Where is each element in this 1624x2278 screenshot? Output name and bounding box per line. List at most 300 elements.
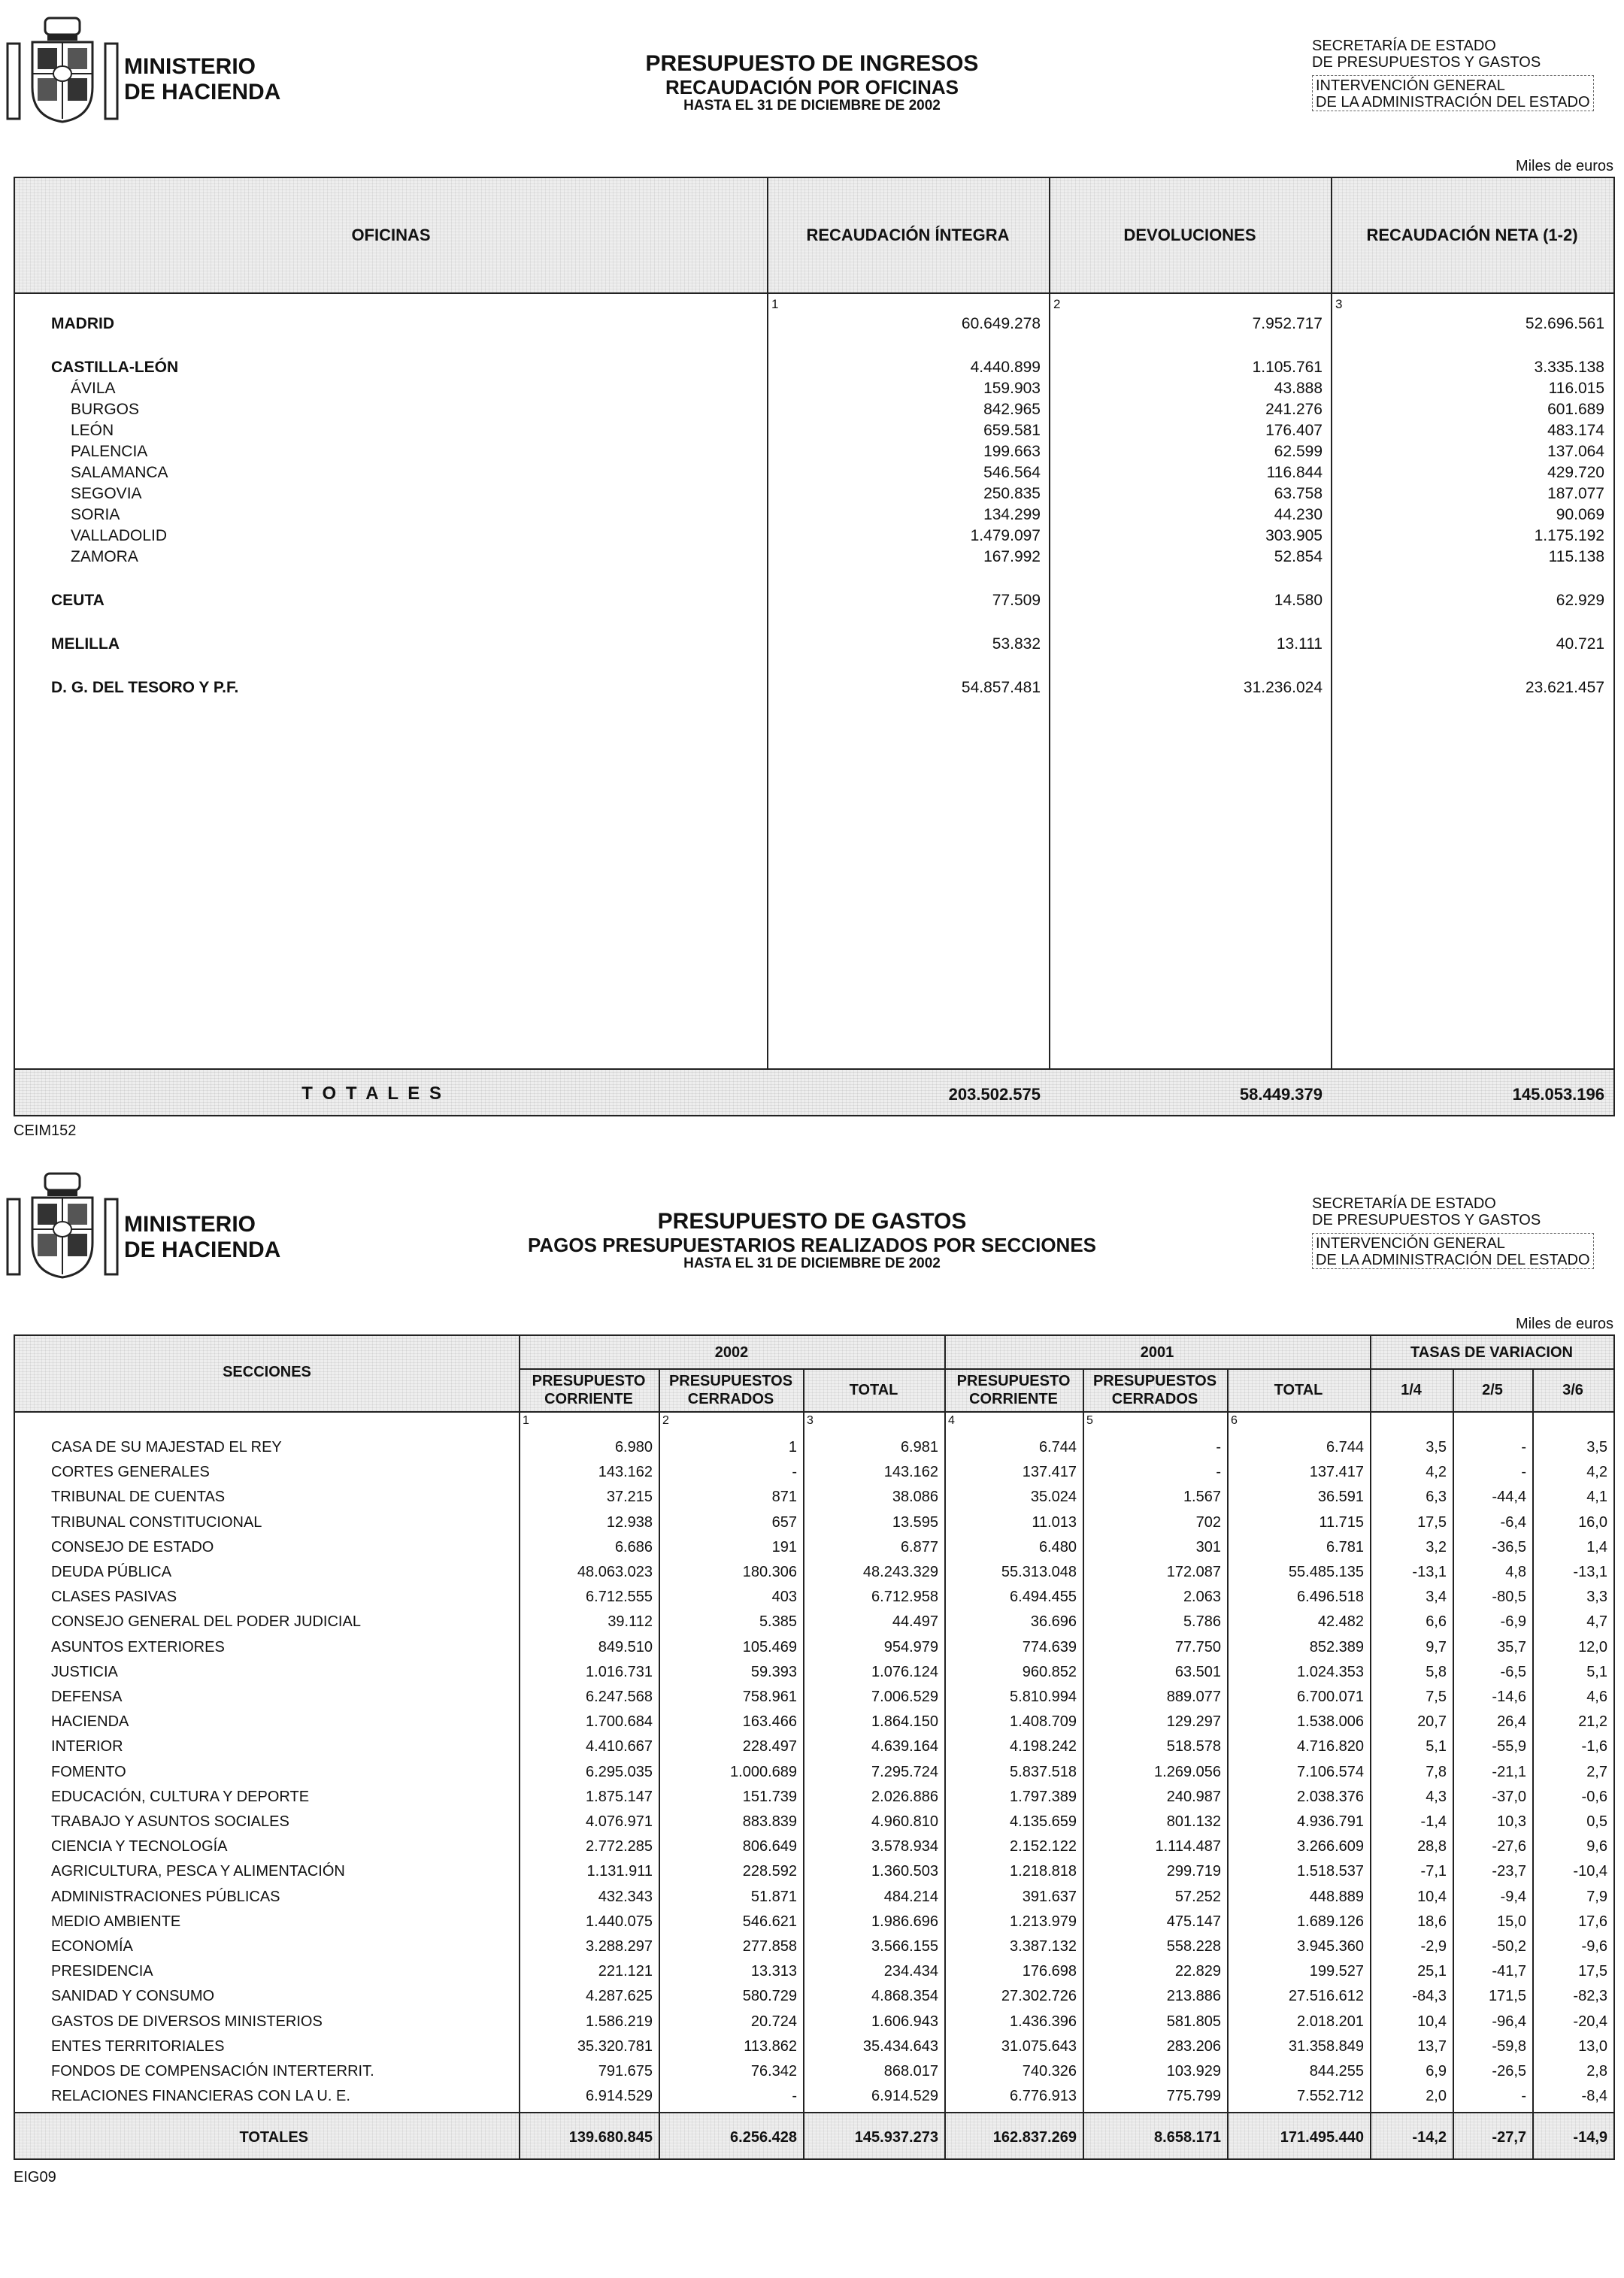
ministry-line: MINISTERIO — [124, 1212, 256, 1237]
section-value: 3.387.132 — [1010, 1938, 1077, 1955]
section-value: 1.016.731 — [586, 1663, 653, 1680]
section-value: - — [1216, 1464, 1221, 1481]
section-value: 581.805 — [1166, 2013, 1221, 2030]
section-value: 1.875.147 — [586, 1788, 653, 1805]
section-value: 1.076.124 — [871, 1663, 938, 1680]
section-value: 13.595 — [892, 1513, 938, 1531]
page-title — [451, 1209, 1173, 1272]
section-value: 11.715 — [1319, 1513, 1364, 1531]
section-value: 1.606.943 — [871, 2013, 938, 2030]
form-code: EIG09 — [14, 2169, 56, 2186]
office-value: 60.649.278 — [961, 315, 1041, 332]
section-value: -80,5 — [1492, 1589, 1526, 1606]
section-value: 775.799 — [1166, 2088, 1221, 2105]
section-value: 176.698 — [1022, 1963, 1077, 1980]
secretaria-block — [1312, 38, 1594, 111]
page-title — [526, 51, 1098, 114]
section-value: 20,7 — [1417, 1713, 1447, 1731]
section-value: 868.017 — [883, 2063, 938, 2080]
intervencion-line: INTERVENCIÓN GENERAL — [1316, 1235, 1505, 1252]
section-value: 558.228 — [1166, 1938, 1221, 1955]
section-value: 883.839 — [742, 1813, 797, 1830]
section-value: 6.981 — [900, 1439, 938, 1456]
office-value: 54.857.481 — [961, 679, 1041, 696]
section-value: -27,6 — [1492, 1838, 1526, 1855]
office-value: 62.929 — [1556, 592, 1604, 609]
section-value: 103.929 — [1166, 2063, 1221, 2080]
section-value: 57.252 — [1174, 1888, 1221, 1905]
office-name: ZAMORA — [71, 548, 138, 565]
section-value: 221.121 — [598, 1963, 653, 1980]
office-name: MELILLA — [51, 635, 120, 653]
office-value: 546.564 — [983, 464, 1041, 481]
column-number: 2 — [662, 1414, 669, 1427]
section-value: - — [1521, 1439, 1526, 1456]
intervencion-line: DE LA ADMINISTRACIÓN DEL ESTADO — [1316, 1252, 1590, 1268]
section-value: 1,4 — [1586, 1538, 1607, 1556]
column-number: 4 — [948, 1414, 955, 1427]
section-value: 4.868.354 — [871, 1988, 938, 2005]
section-value: 954.979 — [883, 1638, 938, 1655]
total-value: 145.937.273 — [854, 2129, 938, 2146]
ministry-line: DE HACIENDA — [124, 80, 281, 105]
office-value: 116.844 — [1266, 464, 1323, 481]
section-name: AGRICULTURA, PESCA Y ALIMENTACIÓN — [51, 1863, 345, 1880]
section-value: 31.075.643 — [1001, 2037, 1077, 2055]
section-name: GASTOS DE DIVERSOS MINISTERIOS — [51, 2013, 323, 2030]
section-value: 2,0 — [1426, 2088, 1447, 2105]
section-name: CONSEJO DE ESTADO — [51, 1538, 214, 1556]
section-value: 484.214 — [883, 1888, 938, 1905]
office-name: ÁVILA — [71, 380, 116, 397]
office-name: VALLADOLID — [71, 527, 167, 544]
section-value: 0,5 — [1586, 1813, 1607, 1830]
header-year-2002: 2002 — [714, 1344, 749, 1361]
section-value: 702 — [1195, 1513, 1221, 1531]
section-value: 129.297 — [1166, 1713, 1221, 1731]
office-value: 429.720 — [1547, 464, 1604, 481]
office-value: 14.580 — [1274, 592, 1323, 609]
section-value: 6.744 — [1326, 1439, 1364, 1456]
section-value: 35.434.643 — [862, 2037, 938, 2055]
section-value: 806.649 — [742, 1838, 797, 1855]
section-value: 199.527 — [1309, 1963, 1364, 1980]
section-value: 889.077 — [1166, 1689, 1221, 1705]
section-name: ASUNTOS EXTERIORES — [51, 1638, 225, 1655]
section-value: 4,3 — [1426, 1788, 1447, 1805]
section-value: 10,4 — [1417, 1888, 1447, 1905]
office-value: 63.758 — [1274, 485, 1323, 502]
section-value: 1.436.396 — [1010, 2013, 1077, 2030]
section-value: 6.712.958 — [871, 1589, 938, 1606]
office-name: CEUTA — [51, 592, 105, 609]
total-value: -27,7 — [1492, 2129, 1526, 2146]
total-value: 203.502.575 — [948, 1085, 1041, 1104]
section-value: 5.837.518 — [1010, 1763, 1077, 1780]
section-value: 3,2 — [1426, 1538, 1447, 1556]
section-value: -6,9 — [1500, 1613, 1526, 1631]
section-value: 7.106.574 — [1297, 1763, 1364, 1780]
units-label: Miles de euros — [1515, 158, 1613, 174]
section-name: RELACIONES FINANCIERAS CON LA U. E. — [51, 2088, 350, 2105]
section-value: 1.269.056 — [1154, 1763, 1221, 1780]
section-value: 55.485.135 — [1288, 1564, 1364, 1580]
section-value: -37,0 — [1492, 1788, 1526, 1805]
section-value: 774.639 — [1022, 1638, 1077, 1655]
section-value: 5,1 — [1586, 1663, 1607, 1680]
section-value: 5,8 — [1426, 1663, 1447, 1680]
section-value: 4.135.659 — [1010, 1813, 1077, 1830]
section-name: FOMENTO — [51, 1763, 126, 1780]
section-name: CIENCIA Y TECNOLOGÍA — [51, 1838, 228, 1855]
section-value: 137.417 — [1022, 1464, 1077, 1481]
header-secciones: SECCIONES — [223, 1364, 311, 1380]
section-value: 31.358.849 — [1288, 2037, 1364, 2055]
section-value: 22.829 — [1174, 1963, 1221, 1980]
section-value: 48.063.023 — [577, 1564, 653, 1580]
section-name: ENTES TERRITORIALES — [51, 2037, 225, 2055]
section-value: 3.578.934 — [871, 1838, 938, 1855]
section-value: 180.306 — [742, 1564, 797, 1580]
section-value: 546.621 — [742, 1913, 797, 1930]
section-value: 36.696 — [1030, 1613, 1077, 1631]
section-value: 151.739 — [742, 1788, 797, 1805]
section-name: CLASES PASIVAS — [51, 1589, 177, 1606]
column-subheader: CORRIENTE — [544, 1391, 633, 1407]
office-value: 167.992 — [983, 548, 1041, 565]
section-value: 301 — [1195, 1538, 1221, 1556]
column-number: 1 — [523, 1414, 529, 1427]
secretaria-line: SECRETARÍA DE ESTADO — [1312, 1195, 1496, 1212]
report-subtitle: RECAUDACIÓN POR OFICINAS — [665, 76, 959, 98]
section-value: 7.295.724 — [871, 1763, 938, 1780]
section-value: 4,1 — [1586, 1489, 1607, 1506]
section-value: 105.469 — [742, 1638, 797, 1655]
section-value: 740.326 — [1022, 2063, 1077, 2080]
section-value: 801.132 — [1166, 1813, 1221, 1830]
office-value: 134.299 — [983, 506, 1041, 523]
office-value: 176.407 — [1265, 422, 1323, 439]
section-value: 7.006.529 — [871, 1689, 938, 1705]
section-value: 6.480 — [1038, 1538, 1077, 1556]
section-value: 143.162 — [883, 1464, 938, 1481]
column-subheader: PRESUPUESTO — [956, 1373, 1071, 1389]
section-value: 1.538.006 — [1297, 1713, 1364, 1731]
section-value: 852.389 — [1309, 1638, 1364, 1655]
section-value: 299.719 — [1166, 1863, 1221, 1880]
report-date: HASTA EL 31 DE DICIEMBRE DE 2002 — [683, 1256, 941, 1271]
section-value: 143.162 — [598, 1464, 653, 1481]
section-value: 6.914.529 — [871, 2088, 938, 2105]
section-value: -14,6 — [1492, 1689, 1526, 1705]
section-value: - — [1521, 1464, 1526, 1481]
total-value: -14,9 — [1573, 2129, 1607, 2146]
section-value: 18,6 — [1417, 1913, 1447, 1930]
section-value: 35.024 — [1030, 1489, 1077, 1506]
office-value: 159.903 — [983, 380, 1041, 397]
section-value: 1.024.353 — [1297, 1663, 1364, 1680]
section-value: 38.086 — [892, 1489, 938, 1506]
section-value: 240.987 — [1166, 1788, 1221, 1805]
section-value: 77.750 — [1174, 1638, 1221, 1655]
section-value: 163.466 — [742, 1713, 797, 1731]
section-value: 6.877 — [900, 1538, 938, 1556]
office-value: 1.479.097 — [970, 527, 1041, 544]
section-name: HACIENDA — [51, 1713, 129, 1731]
section-name: TRIBUNAL DE CUENTAS — [51, 1489, 226, 1506]
section-value: 6.700.071 — [1297, 1689, 1364, 1705]
section-value: 6,3 — [1426, 1489, 1447, 1506]
column-subheader: PRESUPUESTOS — [668, 1373, 793, 1389]
section-value: 1.218.818 — [1010, 1863, 1077, 1880]
section-value: 10,4 — [1417, 2013, 1447, 2030]
section-value: -59,8 — [1492, 2037, 1526, 2055]
office-value: 303.905 — [1265, 527, 1323, 544]
section-value: 16,0 — [1578, 1513, 1607, 1531]
section-value: 6.496.518 — [1297, 1589, 1364, 1606]
section-value: -1,4 — [1420, 1813, 1447, 1830]
office-value: 1.105.761 — [1252, 359, 1323, 376]
column-subheader: 3/6 — [1562, 1382, 1583, 1398]
section-value: 1.986.696 — [871, 1913, 938, 1930]
section-value: 137.417 — [1309, 1464, 1364, 1481]
office-value: 62.599 — [1274, 443, 1323, 460]
section-name: FONDOS DE COMPENSACIÓN INTERTERRIT. — [51, 2063, 374, 2080]
secretaria-line: SECRETARÍA DE ESTADO — [1312, 38, 1496, 54]
section-value: 5.786 — [1183, 1613, 1221, 1631]
section-value: 6.744 — [1038, 1439, 1077, 1456]
section-name: TRABAJO Y ASUNTOS SOCIALES — [51, 1813, 289, 1830]
section-value: 27.302.726 — [1001, 1988, 1077, 2005]
header-recaudacion-neta: RECAUDACIÓN NETA (1-2) — [1366, 226, 1578, 244]
section-value: 2.026.886 — [871, 1788, 938, 1805]
section-value: 48.243.329 — [862, 1564, 938, 1580]
column-subheader: CORRIENTE — [969, 1391, 1058, 1407]
office-value: 23.621.457 — [1525, 679, 1604, 696]
section-value: - — [1521, 2088, 1526, 2105]
totals-label: T O T A L E S — [301, 1083, 444, 1104]
section-value: -9,6 — [1581, 1938, 1607, 1955]
report-date: HASTA EL 31 DE DICIEMBRE DE 2002 — [683, 98, 941, 114]
column-number: 6 — [1231, 1414, 1238, 1427]
section-value: 3,4 — [1426, 1589, 1447, 1606]
office-value: 43.888 — [1274, 380, 1323, 397]
ministry-line: DE HACIENDA — [124, 1237, 281, 1262]
section-value: 36.591 — [1317, 1489, 1364, 1506]
column-number: 3 — [1335, 297, 1343, 311]
office-value: 659.581 — [983, 422, 1041, 439]
section-value: 27.516.612 — [1288, 1988, 1364, 2005]
section-value: 28,8 — [1417, 1838, 1447, 1855]
section-value: -2,9 — [1420, 1938, 1447, 1955]
section-value: 3,3 — [1586, 1589, 1607, 1606]
office-name: PALENCIA — [71, 443, 148, 460]
office-name: SORIA — [71, 506, 120, 523]
section-value: 1.213.979 — [1010, 1913, 1077, 1930]
intervencion-box — [1312, 75, 1594, 111]
secretaria-line: DE PRESUPUESTOS Y GASTOS — [1312, 1212, 1541, 1228]
section-value: 5.810.994 — [1010, 1689, 1077, 1705]
section-value: 3,5 — [1586, 1439, 1607, 1456]
section-value: 5,1 — [1426, 1738, 1447, 1755]
office-value: 115.138 — [1548, 548, 1604, 565]
section-value: -13,1 — [1412, 1564, 1447, 1580]
column-subheader: 1/4 — [1401, 1382, 1422, 1398]
section-name: ECONOMÍA — [51, 1938, 133, 1955]
section-value: 4,2 — [1426, 1464, 1447, 1481]
units-label: Miles de euros — [1515, 1316, 1613, 1332]
section-value: 1.567 — [1183, 1489, 1221, 1506]
section-value: -20,4 — [1573, 2013, 1607, 2030]
secretaria-line: DE PRESUPUESTOS Y GASTOS — [1312, 54, 1541, 71]
section-value: 59.393 — [750, 1663, 797, 1680]
section-value: 25,1 — [1417, 1963, 1447, 1980]
section-value: 7,8 — [1426, 1763, 1447, 1780]
column-subheader: 2/5 — [1482, 1382, 1503, 1398]
office-value: 52.854 — [1274, 548, 1323, 565]
section-value: 7,5 — [1426, 1689, 1447, 1705]
section-value: 4.936.791 — [1297, 1813, 1364, 1830]
intervencion-line: DE LA ADMINISTRACIÓN DEL ESTADO — [1316, 94, 1590, 111]
section-value: 234.434 — [883, 1963, 938, 1980]
section-value: 1.360.503 — [871, 1863, 938, 1880]
section-value: 5.385 — [759, 1613, 797, 1631]
section-value: 4,2 — [1586, 1464, 1607, 1481]
total-value: 145.053.196 — [1512, 1085, 1604, 1104]
column-number: 2 — [1053, 297, 1061, 311]
office-value: 1.175.192 — [1534, 527, 1604, 544]
ministry-line: MINISTERIO — [124, 54, 256, 79]
section-value: -41,7 — [1492, 1963, 1526, 1980]
section-value: -0,6 — [1581, 1788, 1607, 1805]
office-value: 13.111 — [1276, 635, 1323, 653]
section-value: 13.313 — [750, 1963, 797, 1980]
section-value: 518.578 — [1166, 1738, 1221, 1755]
section-value: 172.087 — [1166, 1564, 1221, 1580]
section-value: 580.729 — [742, 1988, 797, 2005]
section-value: 20.724 — [750, 2013, 797, 2030]
section-value: 2,7 — [1586, 1763, 1607, 1780]
section-value: 1.408.709 — [1010, 1713, 1077, 1731]
section-value: 432.343 — [598, 1888, 653, 1905]
section-value: 3.288.297 — [586, 1938, 653, 1955]
section-value: 2.063 — [1183, 1589, 1221, 1606]
section-value: 4.716.820 — [1297, 1738, 1364, 1755]
ministry-name — [124, 1212, 280, 1263]
section-value: 2,8 — [1586, 2063, 1607, 2080]
office-value: 90.069 — [1556, 506, 1604, 523]
section-value: 1.114.487 — [1155, 1838, 1221, 1855]
office-value: 77.509 — [992, 592, 1041, 609]
section-value: 4,6 — [1586, 1689, 1607, 1705]
section-value: 1.000.689 — [730, 1763, 797, 1780]
section-value: 44.497 — [892, 1613, 938, 1631]
office-value: 44.230 — [1274, 506, 1323, 523]
section-value: - — [1216, 1439, 1221, 1456]
section-value: 1.689.126 — [1297, 1913, 1364, 1930]
section-value: 391.637 — [1022, 1888, 1077, 1905]
section-value: 17,5 — [1417, 1513, 1447, 1531]
section-value: 3.945.360 — [1297, 1938, 1364, 1955]
section-value: -26,5 — [1492, 2063, 1526, 2080]
section-value: 844.255 — [1309, 2063, 1364, 2080]
column-number: 3 — [807, 1414, 814, 1427]
section-value: -36,5 — [1492, 1538, 1526, 1556]
section-name: EDUCACIÓN, CULTURA Y DEPORTE — [51, 1788, 310, 1805]
section-value: 4.287.625 — [586, 1988, 653, 2005]
section-value: 6.686 — [614, 1538, 653, 1556]
section-value: 3,5 — [1426, 1439, 1447, 1456]
section-value: 6,9 — [1426, 2063, 1447, 2080]
section-value: 42.482 — [1317, 1613, 1364, 1631]
total-value: -14,2 — [1412, 2129, 1447, 2146]
section-value: 3.566.155 — [871, 1938, 938, 1955]
section-value: -8,4 — [1581, 2088, 1607, 2105]
section-value: 4.198.242 — [1010, 1738, 1077, 1755]
section-value: 26,4 — [1497, 1713, 1526, 1731]
section-value: 2.772.285 — [586, 1838, 653, 1855]
section-value: 4.639.164 — [871, 1738, 938, 1755]
section-value: 12,0 — [1578, 1638, 1607, 1655]
section-name: SANIDAD Y CONSUMO — [51, 1988, 215, 2005]
office-value: 52.696.561 — [1525, 315, 1604, 332]
office-value: 40.721 — [1556, 635, 1604, 653]
section-value: 6.494.455 — [1010, 1589, 1077, 1606]
section-value: -23,7 — [1492, 1863, 1526, 1880]
section-value: 6.914.529 — [586, 2088, 653, 2105]
section-value: 171,5 — [1488, 1988, 1526, 2005]
office-value: 483.174 — [1547, 422, 1604, 439]
column-subheader: PRESUPUESTOS — [1092, 1373, 1217, 1389]
section-value: 403 — [771, 1589, 797, 1606]
section-value: 1.518.537 — [1297, 1863, 1364, 1880]
section-value: 17,6 — [1578, 1913, 1607, 1930]
section-value: 51.871 — [750, 1888, 797, 1905]
column-number: 1 — [771, 297, 779, 311]
section-value: 191 — [771, 1538, 797, 1556]
office-value: 241.276 — [1265, 401, 1323, 418]
section-name: CORTES GENERALES — [51, 1464, 210, 1481]
office-value: 137.064 — [1547, 443, 1604, 460]
totals-label: TOTALES — [239, 2129, 308, 2146]
office-value: 31.236.024 — [1243, 679, 1323, 696]
office-value: 601.689 — [1547, 401, 1604, 418]
section-value: 960.852 — [1022, 1663, 1077, 1680]
section-name: TRIBUNAL CONSTITUCIONAL — [51, 1513, 262, 1531]
section-value: 63.501 — [1174, 1663, 1221, 1680]
office-value: 250.835 — [983, 485, 1041, 502]
total-value: 162.837.269 — [992, 2129, 1077, 2146]
column-number: 5 — [1086, 1414, 1093, 1427]
section-value: -6,5 — [1500, 1663, 1526, 1680]
section-value: -9,4 — [1500, 1888, 1526, 1905]
column-subheader: CERRADOS — [1111, 1391, 1198, 1407]
intervencion-box — [1312, 1233, 1594, 1269]
office-name: LEÓN — [71, 422, 114, 439]
office-name: BURGOS — [71, 401, 140, 418]
section-value: 13,7 — [1417, 2037, 1447, 2055]
section-value: 849.510 — [598, 1638, 653, 1655]
section-value: -50,2 — [1492, 1938, 1526, 1955]
total-value: 8.658.171 — [1154, 2129, 1221, 2146]
section-value: 13,0 — [1578, 2037, 1607, 2055]
section-value: 475.147 — [1166, 1913, 1221, 1930]
section-value: 1.864.150 — [871, 1713, 938, 1731]
total-value: 6.256.428 — [730, 2129, 797, 2146]
office-name: MADRID — [51, 315, 114, 332]
section-value: -13,1 — [1573, 1564, 1607, 1580]
office-name: D. G. DEL TESORO Y P.F. — [51, 679, 239, 696]
